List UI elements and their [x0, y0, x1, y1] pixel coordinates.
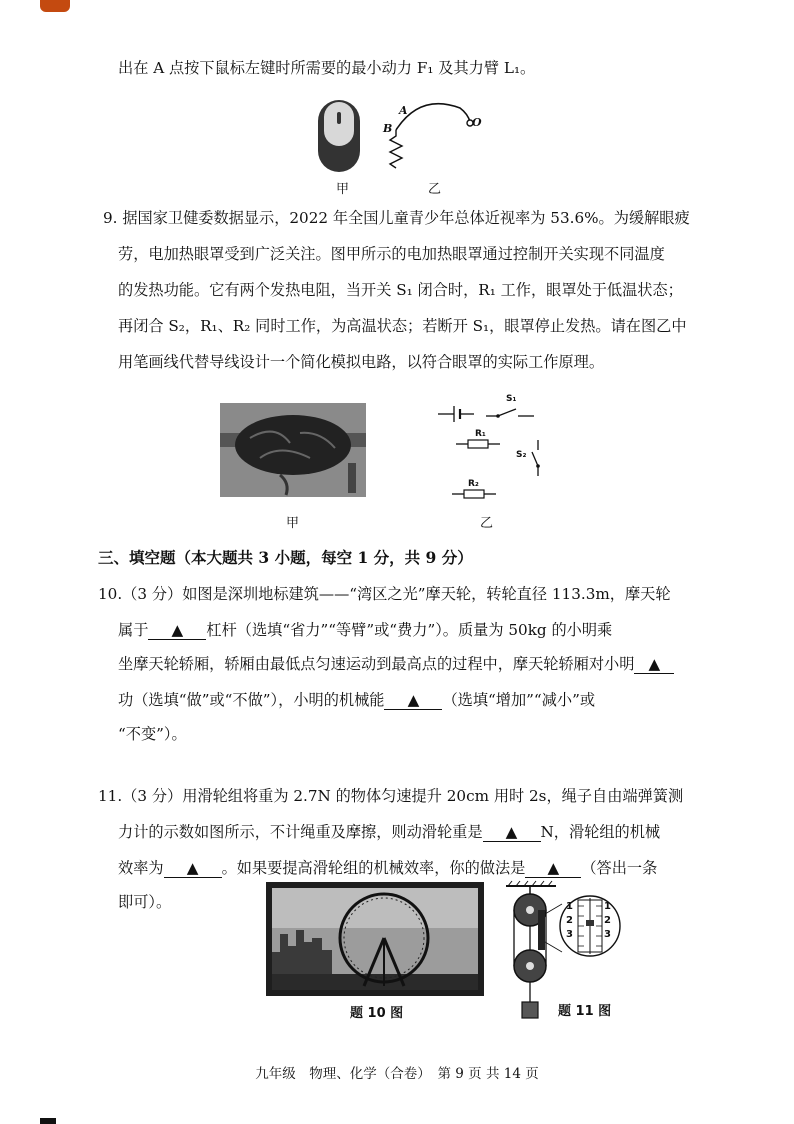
label-r2: R₂	[468, 479, 479, 489]
q11-line-2	[118, 822, 660, 842]
q9-line-5: 用笔画线代替导线设计一个简化模拟电路，以符合眼罩的实际工作原理。	[118, 353, 604, 371]
fig10-caption: 题 10 图	[350, 1006, 404, 1021]
q11-line-4: 即可）。	[118, 893, 172, 911]
r1-resistor	[468, 440, 488, 448]
q10-line-2	[118, 620, 612, 640]
answer-blank[interactable]: ▲	[525, 859, 581, 878]
spring-scale	[538, 910, 545, 950]
q11-text: （答出一条	[581, 859, 658, 877]
q10-line-4	[118, 690, 595, 710]
label-r1: R₁	[475, 429, 486, 439]
mouse-lever-figure	[310, 98, 510, 178]
q10-text: 坐摩天轮轿厢，轿厢由最低点匀速运动到最高点的过程中，摩天轮轿厢对小明	[118, 655, 635, 673]
answer-blank[interactable]: ▲	[384, 691, 442, 710]
s1-switch-arm	[498, 409, 516, 416]
r2-resistor	[464, 490, 484, 498]
eye-mask-photo	[220, 403, 366, 497]
fig11-caption: 题 11 图	[558, 1004, 612, 1019]
q9-line-4: 再闭合 S₂，R₁、R₂ 同时工作，为高温状态；若断开 S₁，眼罩停止发热。请在图乙中	[118, 317, 687, 335]
label-s1: S₁	[506, 394, 517, 404]
answer-blank[interactable]: ▲	[634, 655, 674, 674]
fig8-caption-left: 甲	[336, 182, 350, 197]
label-a: A	[399, 104, 408, 117]
answer-blank[interactable]: ▲	[164, 859, 222, 878]
q11-line-3	[118, 858, 657, 878]
bottom-mark	[40, 1118, 56, 1124]
weight-block	[522, 1002, 538, 1018]
q10-line-1: 10.（3 分）如图是深圳地标建筑——“湾区之光”摩天轮，转轮直径 113.3m，摩天轮	[98, 585, 671, 603]
scale-pointer	[586, 920, 594, 926]
q11-text: 效率为	[118, 859, 164, 877]
label-b: B	[383, 122, 393, 135]
spring-shape	[390, 130, 402, 168]
circuit-diagram	[436, 398, 556, 500]
q10-text: （选填“增加”“减小”或	[442, 691, 596, 709]
q11-text: N，滑轮组的机械	[540, 823, 661, 841]
answer-blank[interactable]: ▲	[148, 621, 206, 640]
q11-line-1: 11.（3 分）用滑轮组将重为 2.7N 的物体匀速提升 20cm 用时 2s，绳子自由端弹簧测	[98, 787, 684, 805]
q10-line-5: “不变”）。	[118, 725, 187, 743]
q10-text: 杠杆（选填“省力”“等臂”或“费力”）。质量为 50kg 的小明乘	[206, 621, 613, 639]
q11-text: 。如果要提高滑轮组的机械效率，你的做法是	[221, 859, 526, 877]
q11-text: 力计的示数如图所示，不计绳重及摩擦，则动滑轮重是	[118, 823, 483, 841]
q10-text: 功（选填“做”或“不做”），小明的机械能	[118, 691, 385, 709]
q9-line-3: 的发热功能。它有两个发热电阻，当开关 S₁ 闭合时，R₁ 工作，眼罩处于低温状态；	[118, 281, 683, 299]
q10-line-3	[118, 654, 674, 674]
fig9-caption-right: 乙	[480, 516, 494, 531]
scale-labels-right: 1 2 3	[604, 901, 611, 940]
answer-blank[interactable]: ▲	[483, 823, 541, 842]
fig8-caption-right: 乙	[428, 182, 442, 197]
top-line: 出在 A 点按下鼠标左键时所需要的最小动力 F₁ 及其力臂 L₁。	[118, 59, 536, 77]
ferris-wheel-photo	[266, 882, 484, 996]
q9-line-2: 劳，电加热眼罩受到广泛关注。图甲所示的电加热眼罩通过控制开关实现不同温度	[118, 245, 665, 263]
scale-labels-left: 1 2 3	[566, 901, 573, 940]
q10-text: 属于	[118, 621, 149, 639]
label-s2: S₂	[516, 450, 527, 460]
fig9-caption-left: 甲	[286, 516, 300, 531]
corner-mark	[40, 0, 70, 12]
label-o: O	[472, 116, 482, 129]
mouse-wheel-shape	[337, 112, 341, 124]
s2-switch-arm	[532, 452, 538, 466]
section-heading: 三、填空题（本大题共 3 小题，每空 1 分，共 9 分）	[98, 548, 473, 567]
q9-line-1: 9. 据国家卫健委数据显示，2022 年全国儿童青少年总体近视率为 53.6%。为缓解眼疲	[103, 209, 690, 227]
page-footer: 九年级 物理、化学（合卷） 第 9 页 共 14 页	[255, 1066, 539, 1082]
